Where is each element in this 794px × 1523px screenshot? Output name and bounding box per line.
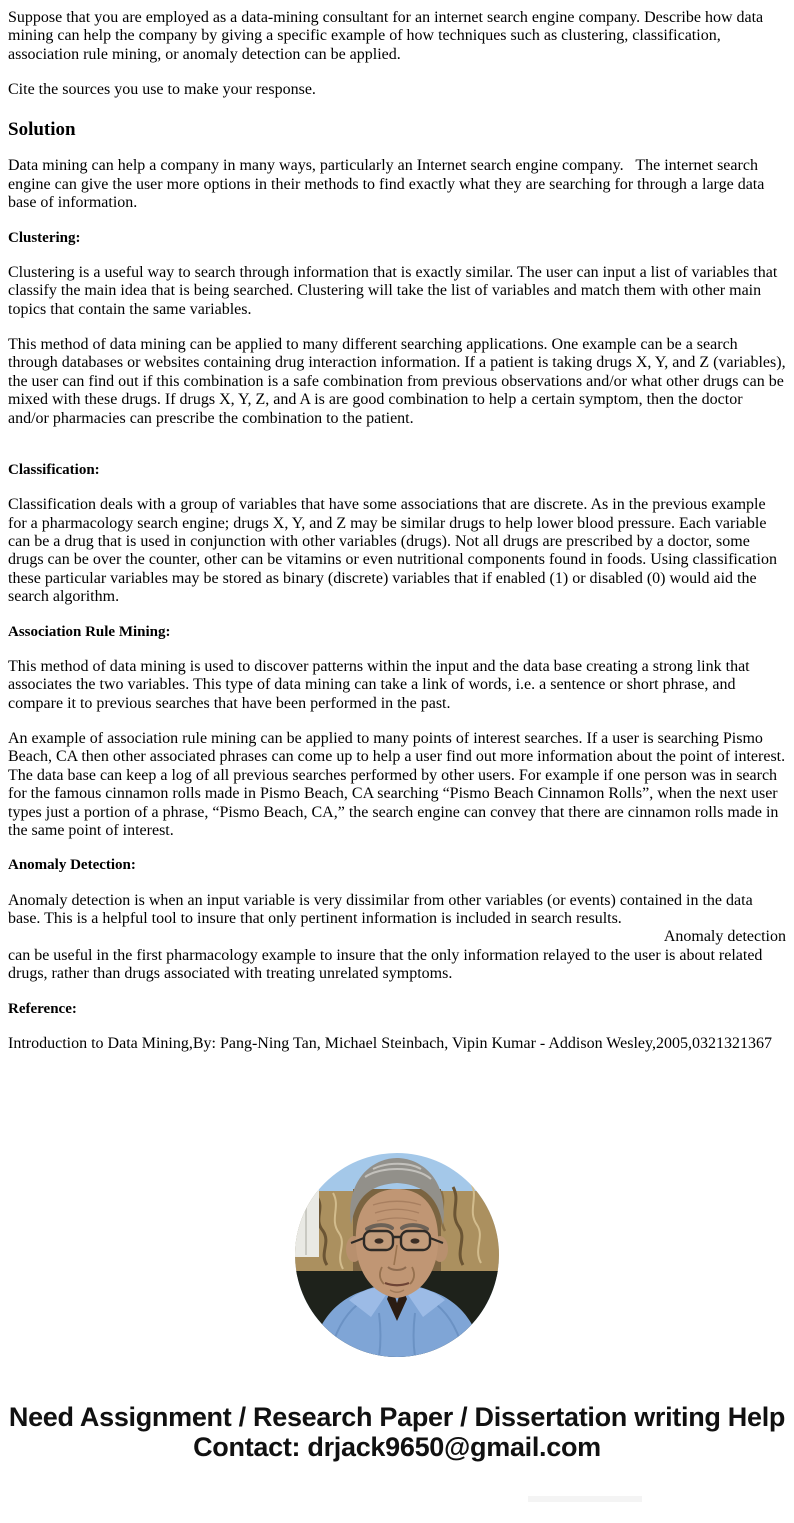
solution-heading: Solution (8, 118, 76, 140)
footer-contact-text: Contact: drjack9650@gmail.com (193, 1432, 601, 1462)
question-paragraph: Suppose that you are employed as a data-mining consultant for an internet search engine company. Describe how data mining can help the company by giving a specific example of how techniques such as clustering, classification, association rule mining, or anomaly detection can be applied. (8, 9, 764, 63)
portrait-photo (295, 1153, 499, 1357)
anomaly-paragraph-start: Anomaly detection is when an input variable is very dissimilar from other variables (or events) contained in the data base. This is a helpful tool to insure that only pertinent information is included in search results. (8, 891, 753, 927)
clustering-heading: Clustering: (8, 229, 81, 246)
cite-paragraph: Cite the sources you use to make your response. (8, 81, 316, 99)
classification-paragraph: Classification deals with a group of variables that have some associations that are discrete. As in the previous example for a pharmacology search engine; drugs X, Y, and Z may be similar drugs to help lower blood pressure. Each variable can be a drug that is used in conjunction with other variables (drugs). Not all drugs are prescribed by a doctor, some drugs can be over the counter, other can be vitamins or even nutritional components found in foods. Using classification these particular variables may be stored as binary (discrete) variables that if enabled (1) or disabled (0) would aid the search algorithm. (8, 496, 777, 606)
clustering-paragraph-1: Clustering is a useful way to search through information that is exactly similar. The user can input a list of variables that classify the main idea that is being searched. Clustering will take the list of variables and match them with other main topics that contain the same variables. (8, 263, 778, 318)
classification-heading: Classification: (8, 461, 100, 478)
footer-help-text: Need Assignment / Research Paper / Dissertation writing Help (8, 1402, 786, 1432)
footer-advert (0, 1402, 794, 1462)
faint-watermark (528, 1496, 642, 1502)
reference-heading: Reference: (8, 1000, 77, 1017)
anomaly-paragraph-end: can be useful in the first pharmacology example to insure that the only information relayed to the user is about related drugs, rather than drugs associated with treating unrelated symptoms. (8, 946, 763, 983)
anomaly-paragraph (8, 892, 786, 984)
anomaly-heading: Anomaly Detection: (8, 857, 136, 874)
reference-paragraph: Introduction to Data Mining,By: Pang-Ning Tan, Michael Steinbach, Vipin Kumar - Addison Wesley,2005,0321321367 (8, 1034, 772, 1052)
association-heading: Association Rule Mining: (8, 623, 171, 640)
association-paragraph-1: This method of data mining is used to discover patterns within the input and the data base creating a strong link that associates the two variables. This type of data mining can take a link of words, i.e. a sentence or short phrase, and compare it to previous searches that have been performed in the past. (8, 657, 750, 712)
clustering-paragraph-2: This method of data mining can be applied to many different searching applications. One example can be a search through databases or websites containing drug interaction information. If a patient is taking drugs X, Y, and Z (variables), the user can find out if this combination is a safe combination from previous observations and/or what other drugs can be mixed with these drugs. If drugs X, Y, Z, and A is are good combination to help a certain symptom, then the doctor and/or pharmacies can prescribe the combination to the patient. (8, 336, 786, 427)
solution-paragraph: Data mining can help a company in many ways, particularly an Internet search engine company. The internet search engine can give the user more options in their methods to find exactly what they are searching for through a large data base of information. (8, 157, 765, 212)
association-paragraph-2: An example of association rule mining can be applied to many points of interest searches. If a user is searching Pismo Beach, CA then other associated phrases can come up to help a user find out more information about the point of interest. The data base can keep a log of all previous searches performed by other users. For example if one person was in search for the famous cinnamon rolls made in Pismo Beach, CA searching “Pismo Beach Cinnamon Rolls”, when the next user types just a portion of a phrase, “Pismo Beach, CA,” the search engine can convey that there are cinnamon rolls made in the same point of interest. (8, 729, 786, 839)
anomaly-paragraph-right-fragment: Anomaly detection (663, 928, 786, 946)
portrait-photo-graphic (295, 1153, 499, 1357)
